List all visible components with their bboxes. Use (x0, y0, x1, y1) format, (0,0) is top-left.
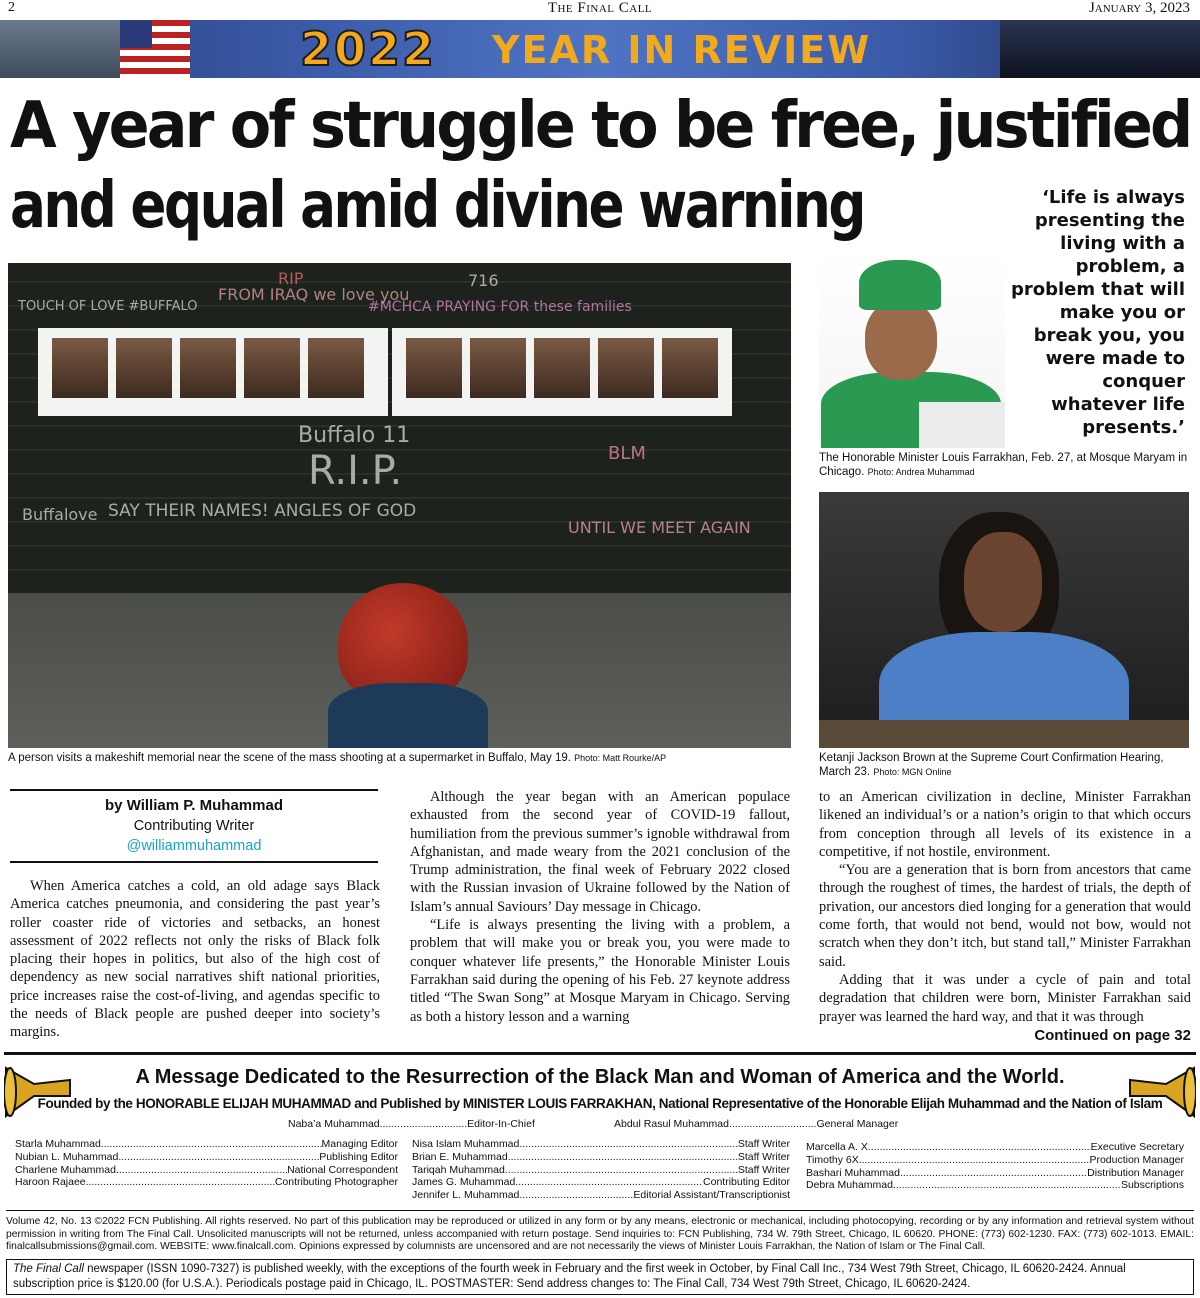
farrakhan-photo-caption (819, 451, 1189, 479)
chalk-text: 716 (468, 271, 499, 290)
staff-column-2 (412, 1138, 790, 1202)
article-paragraph: Although the year began with an American populace exhausted from the second year of COVID-19 fallout, humiliation from the previous summer’s ignoble withdrawal from Afghanistan, and made weary from the 2021 conclusion of the Trump administration, the final week of February 2022 closed with the Russian invasion of Ukraine followed by the Nation of Islam’s annual Saviours’ Day message in Chicago. (410, 789, 790, 915)
victim-portrait (308, 338, 364, 398)
chalk-text: TOUCH OF LOVE #BUFFALO (18, 299, 198, 314)
staff-role: Subscriptions (1120, 1179, 1184, 1192)
farrakhan-photo (819, 252, 1005, 448)
memorial-photo-caption (8, 751, 788, 765)
headline-line-2: and equal amid divine warning (10, 169, 864, 243)
article-paragraph: When America catches a cold, an old adage says Black America catches pneumonia, and considering the past year’s roller coaster ride of victories and setbacks, an honest assessment of 2022 reflects not only the risks of Black folk placing their hopes in politics, but also of the high cost of dependency as new social narratives shift national priorities, price increases raise the cost-of-living, and agendas specific to the needs of Black people are pushed deeper into society’s margins. (10, 878, 380, 1041)
victim-portrait (244, 338, 300, 398)
mission-statement: A Message Dedicated to the Resurrection of the Black Man and Woman of America and the World. (135, 1066, 1065, 1088)
article-column-2 (410, 788, 790, 1026)
staff-role: Production Manager (1089, 1153, 1184, 1166)
chalk-text: BLM (608, 443, 646, 464)
chalk-text: UNTIL WE MEET AGAIN (568, 518, 751, 537)
tank-image (0, 20, 120, 78)
staff-column-3 (806, 1141, 1184, 1192)
caption-text: A person visits a makeshift memorial near the scene of the mass shooting at a supermarket in Buffalo, May 19. (8, 752, 571, 764)
face (964, 532, 1042, 632)
chalk-text: R.I.P. (308, 448, 403, 494)
editor-entry: Naba’a Muhammad..............................Editor-In-Chief (288, 1118, 535, 1130)
victim-portrait (662, 338, 718, 398)
publication-statement (6, 1259, 1194, 1295)
editor-role: Editor-In-Chief (467, 1118, 535, 1130)
visitor-figure (338, 583, 478, 748)
chalk-text: Buffalove (22, 505, 98, 524)
staff-entry (15, 1164, 398, 1177)
victim-portrait (598, 338, 654, 398)
podium (919, 402, 1005, 448)
chalk-text: #MCHCA PRAYING FOR these families (368, 299, 632, 315)
flag-image (120, 20, 190, 78)
staff-name: Debra Muhammad (806, 1179, 893, 1192)
memorial-photo (8, 263, 791, 748)
byline-top-rule (10, 789, 378, 791)
caption-text: The Honorable Minister Louis Farrakhan, Feb. 27, at Mosque Maryam in Chicago. (819, 452, 1188, 478)
face (865, 300, 937, 380)
photo-credit: Photo: Andrea Muhammad (867, 467, 975, 477)
staff-entry (412, 1164, 790, 1177)
staff-entry (806, 1141, 1184, 1154)
article-paragraph: “Life is always presenting the living with a problem, a problem that will make you or break you, you were made to conquer whatever life presents,” the Honorable Minister Louis Farrakhan said during the opening of his Feb. 27 keynote address titled “The Swan Song” at Mosque Maryam in Chicago. Serving as both a history lesson and a warning (410, 917, 790, 1025)
issue-date: January 3, 2023 (1088, 0, 1190, 16)
victim-portrait (406, 338, 462, 398)
byline-bottom-rule (10, 861, 378, 863)
staff-name: Jennifer L. Muhammad (412, 1189, 520, 1202)
staff-entry (412, 1176, 790, 1189)
photo-credit: Photo: MGN Online (873, 767, 952, 777)
legal-notice: Volume 42, No. 13 ©2022 FCN Publishing. All rights reserved. No part of this publication may be reproduced or utilized in any form or by any means, electronic or mechanical, including photocopying, recording or by any information and retrieval system without permission in writing from The Final Call. Unsolicited manuscripts will not be returned, unless accompanied with return postage. Send inquiries to: FCN Publishing, 734 W. 79th Street, Chicago, IL 60620. PHONE: (773) 602-1230. FAX: (773) 602-1013. EMAIL: finalcallsubmissions@gmail.com. WEBSITE: www.finalcall.com. Opinions expressed by columnists are uncensored and are not necessarily the views of Minister Louis Farrakhan, the Nation of Islam or The Final Call. (6, 1216, 1194, 1252)
continued-jump[interactable]: Continued on page 32 (1034, 1027, 1191, 1044)
staff-entry (15, 1138, 398, 1151)
founder-statement: Founded by the HONORABLE ELIJAH MUHAMMAD and Published by MINISTER LOUIS FARRAKHAN, National Representative of the Honorable Elijah Muhammad and the Nation of Islam (37, 1096, 1163, 1111)
masthead (4, 1052, 1196, 1128)
staff-role: Managing Editor (321, 1138, 398, 1150)
hearing-desk (819, 720, 1189, 748)
staff-name: Starla Muhammad (15, 1138, 101, 1150)
staff-entry (15, 1151, 398, 1164)
staff-role: Contributing Photographer (274, 1176, 398, 1189)
headline-line-1: A year of struggle to be free, justified (10, 89, 1191, 163)
staff-entry (806, 1179, 1184, 1192)
staff-name: Marcella A. X. (806, 1141, 871, 1153)
staff-role: National Correspondent (287, 1163, 398, 1176)
pull-quote: ‘Life is always presenting the living with a problem, a problem that will make you or break you, you were made to conquer whatever life presents.’ (1011, 187, 1185, 438)
publication-name: The Final Call (547, 0, 653, 16)
staff-name: Brian E. Muhammad (412, 1150, 508, 1163)
staff-entry (412, 1138, 790, 1151)
staff-name: Timothy 6X (806, 1153, 859, 1166)
staff-role: Publishing Editor (319, 1150, 398, 1163)
staff-role: Staff Writer (737, 1150, 790, 1163)
staff-entry (412, 1151, 790, 1164)
chalk-text: FROM IRAQ we love you (218, 285, 410, 304)
staff-entry (412, 1189, 790, 1202)
staff-name: Nisa Islam Muhammad (412, 1138, 520, 1150)
victim-portrait (534, 338, 590, 398)
ketanji-jackson-brown-photo (819, 492, 1189, 748)
visitor-body (328, 683, 488, 748)
year-in-review-banner (0, 20, 1200, 78)
paper-name: The Final Call (13, 1263, 84, 1275)
staff-role: Distribution Manager (1087, 1166, 1184, 1179)
article-paragraph: Adding that it was under a cycle of pain and total degradation that children were born, Minister Farrakhan said prayer was learned the hard way, and that it was through (819, 971, 1191, 1025)
author-role: Contributing Writer (133, 818, 255, 834)
staff-role: Contributing Editor (703, 1176, 790, 1189)
chalk-text: RIP (278, 269, 304, 288)
staff-entry (15, 1176, 398, 1189)
editor-role: General Manager (816, 1118, 899, 1130)
staff-column-1 (15, 1138, 398, 1189)
staff-role: Editorial Assistant/Transcriptionist (633, 1189, 790, 1202)
crowd-image (1000, 20, 1200, 78)
staff-name: Nubian L. Muhammad (15, 1150, 119, 1163)
victim-poster-left (38, 328, 388, 416)
article-column-3 (819, 788, 1191, 1026)
victim-portrait (52, 338, 108, 398)
kjb-photo-caption (819, 751, 1189, 779)
page-header (6, 0, 1194, 16)
article-paragraph: “You are a generation that is born from ancestors that came through the roughest of times, the hardest of trials, the depth of privation, our ancestors died longing for a generation that would come forth, that would not bend, would not bow, would not scratch when they don’t itch, but stand tall,” Minister Farrakhan said. (819, 862, 1191, 970)
chalk-text: SAY THEIR NAMES! ANGLES OF GOD (108, 501, 417, 521)
editor-entry: Abdul Rasul Muhammad..............................General Manager (614, 1118, 899, 1130)
victim-portrait (116, 338, 172, 398)
victim-portrait (180, 338, 236, 398)
banner-title: YEAR IN REVIEW (492, 28, 872, 72)
staff-name: Haroon Rajaee (15, 1176, 86, 1189)
article-column-1 (10, 877, 380, 1042)
publication-statement-text: newspaper (ISSN 1090-7327) is published weekly, with the exceptions of the fourth week in February and the first week in October, by Final Call Inc., 734 West 79th Street, Chicago, IL 60620-2424. Annual subscription price is $120.00 (for U.S.A.). Periodicals postage paid in Chicago, IL. POSTMASTER: Send address changes to: The Final Call, 734 West 79th Street, Chicago, IL 60620-2424. (13, 1263, 1126, 1290)
author-handle[interactable]: @williammuhammad (126, 838, 262, 854)
staff-role: Executive Secretary (1090, 1141, 1184, 1153)
article-paragraph: to an American civilization in decline, Minister Farrakhan likened an individual’s or a nation’s origin to that which occurs from conception through all levels of its existence in a competitive, if not hostile, environment. (819, 789, 1191, 860)
staff-entry (806, 1154, 1184, 1167)
page-number: 2 (8, 0, 15, 15)
chalk-text: Buffalo 11 (298, 423, 411, 448)
staff-entry (806, 1167, 1184, 1180)
staff-name: James G. Muhammad (412, 1176, 516, 1189)
green-kufi (859, 260, 941, 310)
byline (10, 796, 378, 856)
victim-portrait (470, 338, 526, 398)
caption-text: Ketanji Jackson Brown at the Supreme Court Confirmation Hearing, March 23. (819, 752, 1164, 778)
photo-credit: Photo: Matt Rourke/AP (574, 753, 667, 763)
author-name: by William P. Muhammad (105, 797, 283, 814)
victim-poster-right (392, 328, 732, 416)
legal-rule (6, 1210, 1194, 1211)
staff-role: Staff Writer (737, 1163, 790, 1176)
editor-name: Abdul Rasul Muhammad (614, 1118, 729, 1130)
staff-name: Tariqah Muhammad (412, 1163, 505, 1176)
banner-year: 2022 (300, 22, 437, 76)
staff-role: Staff Writer (737, 1138, 790, 1150)
editor-name: Naba’a Muhammad (288, 1118, 380, 1130)
staff-name: Charlene Muhammad (15, 1163, 116, 1176)
staff-name: Bashari Muhammad (806, 1166, 900, 1179)
